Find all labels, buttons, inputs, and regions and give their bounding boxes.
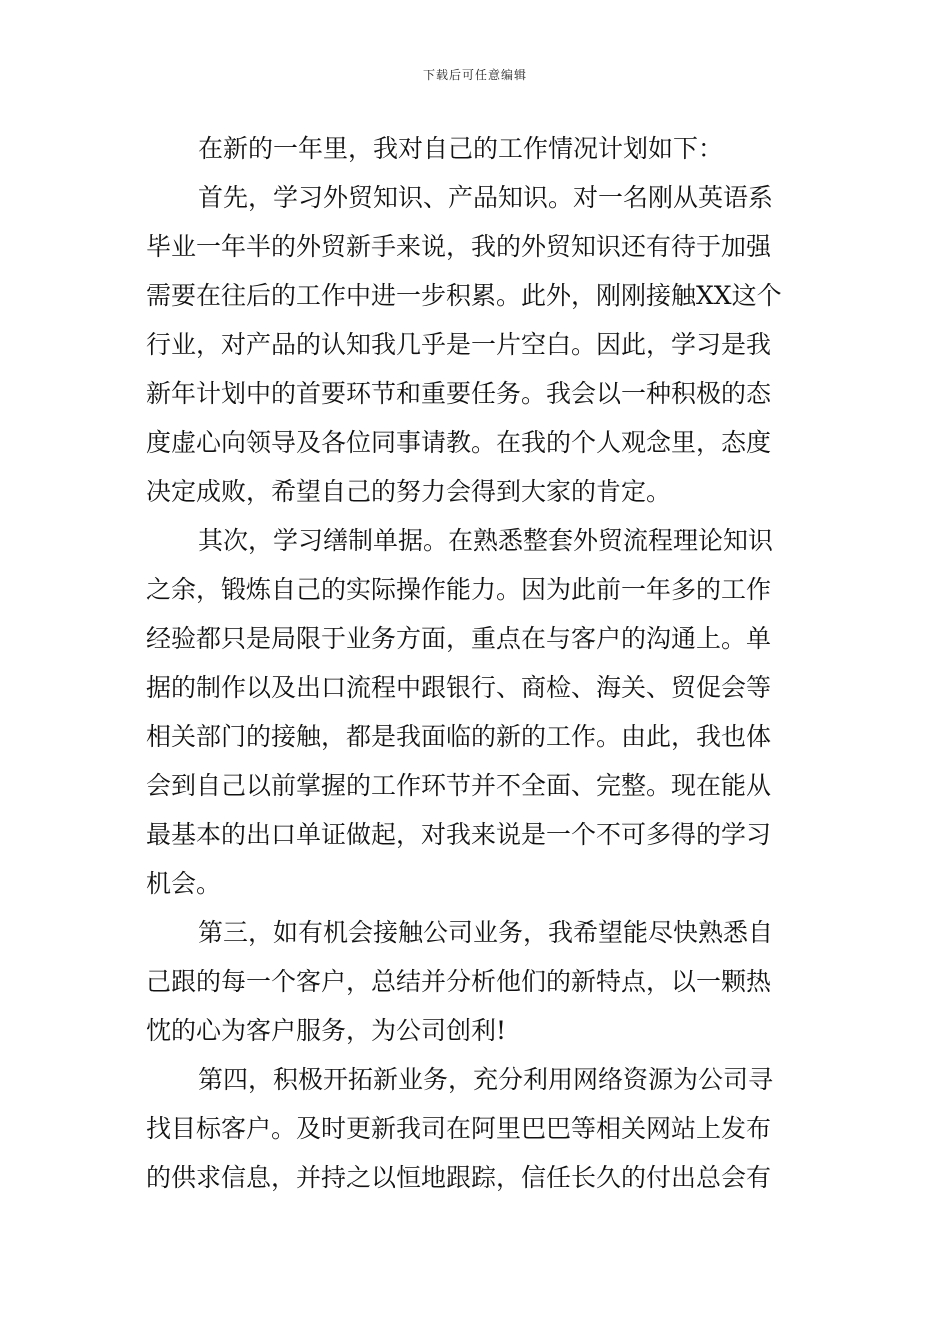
text-line: 机会。 bbox=[146, 869, 222, 898]
page-header: 下载后可任意编辑 bbox=[422, 68, 527, 82]
text-line: 会到自己以前掌握的工作环节并不全面、完整。现在能从 bbox=[146, 771, 772, 800]
text-line: 找目标客户。及时更新我司在阿里巴巴等相关网站上发布 bbox=[146, 1114, 772, 1143]
text-line: 忱的心为客户服务，为公司创利! bbox=[146, 1016, 507, 1045]
text-line: 度虚心向领导及各位同事请教。在我的个人观念里，态度 bbox=[146, 428, 772, 457]
text-line: 新年计划中的首要环节和重要任务。我会以一种积极的态 bbox=[146, 379, 772, 408]
document-body bbox=[146, 124, 804, 1202]
text-line: 第三，如有机会接触公司业务，我希望能尽快熟悉自 bbox=[198, 918, 774, 947]
text-line: 相关部门的接触，都是我面临的新的工作。由此，我也体 bbox=[146, 722, 772, 751]
text-line: 据的制作以及出口流程中跟银行、商检、海关、贸促会等 bbox=[146, 673, 772, 702]
text-line: 行业，对产品的认知我几乎是一片空白。因此，学习是我 bbox=[146, 330, 772, 359]
text-line: 己跟的每一个客户，总结并分析他们的新特点，以一颗热 bbox=[146, 967, 772, 996]
text-line: 经验都只是局限于业务方面，重点在与客户的沟通上。单 bbox=[146, 624, 772, 653]
text-line: 在新的一年里，我对自己的工作情况计划如下： bbox=[198, 134, 724, 163]
text-line: 第四，积极开拓新业务，充分利用网络资源为公司寻 bbox=[198, 1065, 774, 1094]
text-line: 决定成败，希望自己的努力会得到大家的肯定。 bbox=[146, 477, 672, 506]
text-line: 毕业一年半的外贸新手来说，我的外贸知识还有待于加强 bbox=[146, 232, 772, 261]
text-line: 最基本的出口单证做起，对我来说是一个不可多得的学习 bbox=[146, 820, 772, 849]
text-line: 其次，学习缮制单据。在熟悉整套外贸流程理论知识 bbox=[198, 526, 774, 555]
text-line: 首先，学习外贸知识、产品知识。对一名刚从英语系 bbox=[198, 183, 774, 212]
text-line: 之余，锻炼自己的实际操作能力。因为此前一年多的工作 bbox=[146, 575, 772, 604]
text-line: 的供求信息，并持之以恒地跟踪，信任长久的付出总会有 bbox=[146, 1163, 772, 1192]
text-line: 需要在往后的工作中进一步积累。此外，刚刚接触XX这个 bbox=[146, 281, 782, 310]
